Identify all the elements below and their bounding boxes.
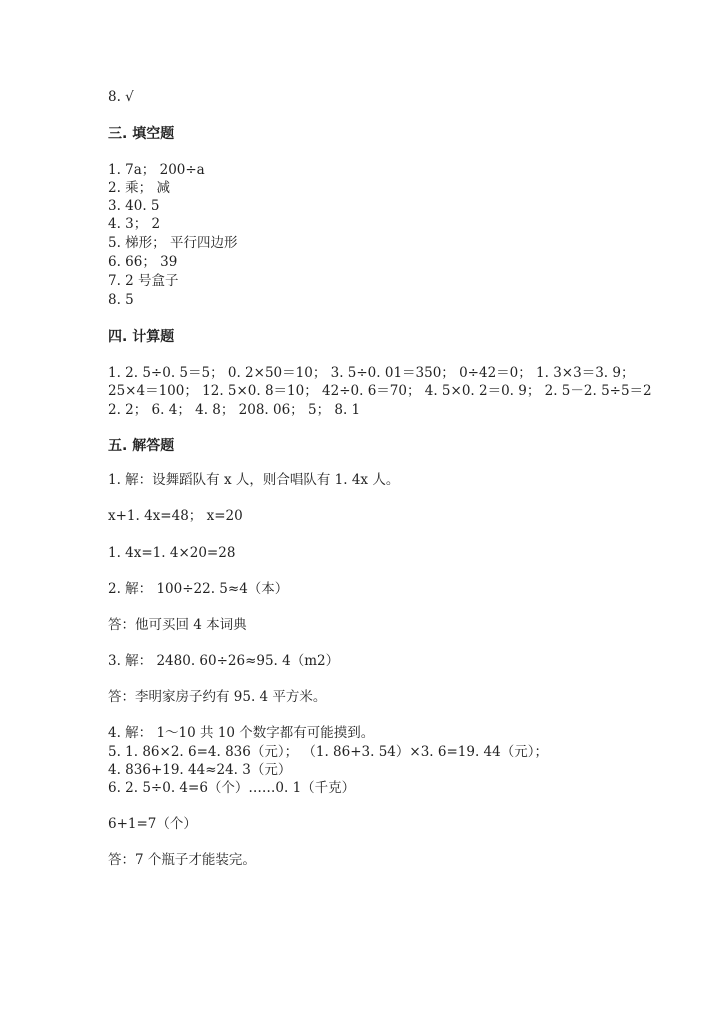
answer-line: 2. 解： 100÷22. 5≈4（本） — [108, 581, 289, 597]
section-heading: 四. 计算题 — [108, 329, 175, 345]
answer-line: 6+1=7（个） — [108, 816, 197, 832]
answer-line: 1. 2. 5÷0. 5＝5； 0. 2×50＝10； 3. 5÷0. 01＝350； 0÷42＝0； 1. 3×3＝3. 9； — [108, 365, 635, 381]
answer-line: 8. √ — [108, 89, 134, 105]
answer-line: 5. 梯形； 平行四边形 — [108, 235, 238, 251]
answer-line: 答：7 个瓶子才能装完。 — [108, 852, 256, 868]
answer-line: 答：他可买回 4 本词典 — [108, 617, 247, 633]
answer-line: 7. 2 号盒子 — [108, 273, 179, 289]
answer-line: x+1. 4x=48； x=20 — [108, 508, 243, 524]
answer-line: 4. 836+19. 44≈24. 3（元） — [108, 762, 292, 778]
answer-line: 25×4＝100； 12. 5×0. 8＝10； 42÷0. 6＝70； 4. 5×0. 2＝0. 9； 2. 5－2. 5÷5＝2 — [108, 383, 652, 399]
answer-line: 4. 解： 1～10 共 10 个数字都有可能摸到。 — [108, 725, 375, 741]
answer-line: 答：李明家房子约有 95. 4 平方米。 — [108, 689, 327, 705]
section-heading: 三. 填空题 — [108, 126, 175, 142]
answer-line: 1. 4x=1. 4×20=28 — [108, 545, 236, 561]
answer-line: 4. 3； 2 — [108, 216, 161, 232]
answer-line: 6. 66； 39 — [108, 254, 178, 270]
answer-line: 5. 1. 86×2. 6=4. 836（元）； （1. 86+3. 54）×3. 6=19. 44（元）； — [108, 744, 548, 760]
answer-line: 3. 40. 5 — [108, 198, 160, 214]
answer-line: 1. 解：设舞蹈队有 x 人，则合唱队有 1. 4x 人。 — [108, 472, 400, 488]
answer-line: 2. 乘； 减 — [108, 180, 170, 196]
answer-line: 3. 解： 2480. 60÷26≈95. 4（m2） — [108, 653, 340, 669]
section-heading: 五. 解答题 — [108, 438, 175, 454]
answer-line: 6. 2. 5÷0. 4=6（个）……0. 1（千克） — [108, 780, 356, 796]
answer-line: 2. 2； 6. 4； 4. 8； 208. 06； 5； 8. 1 — [108, 402, 361, 418]
answer-line: 1. 7a； 200÷a — [108, 162, 205, 178]
answer-line: 8. 5 — [108, 292, 134, 308]
